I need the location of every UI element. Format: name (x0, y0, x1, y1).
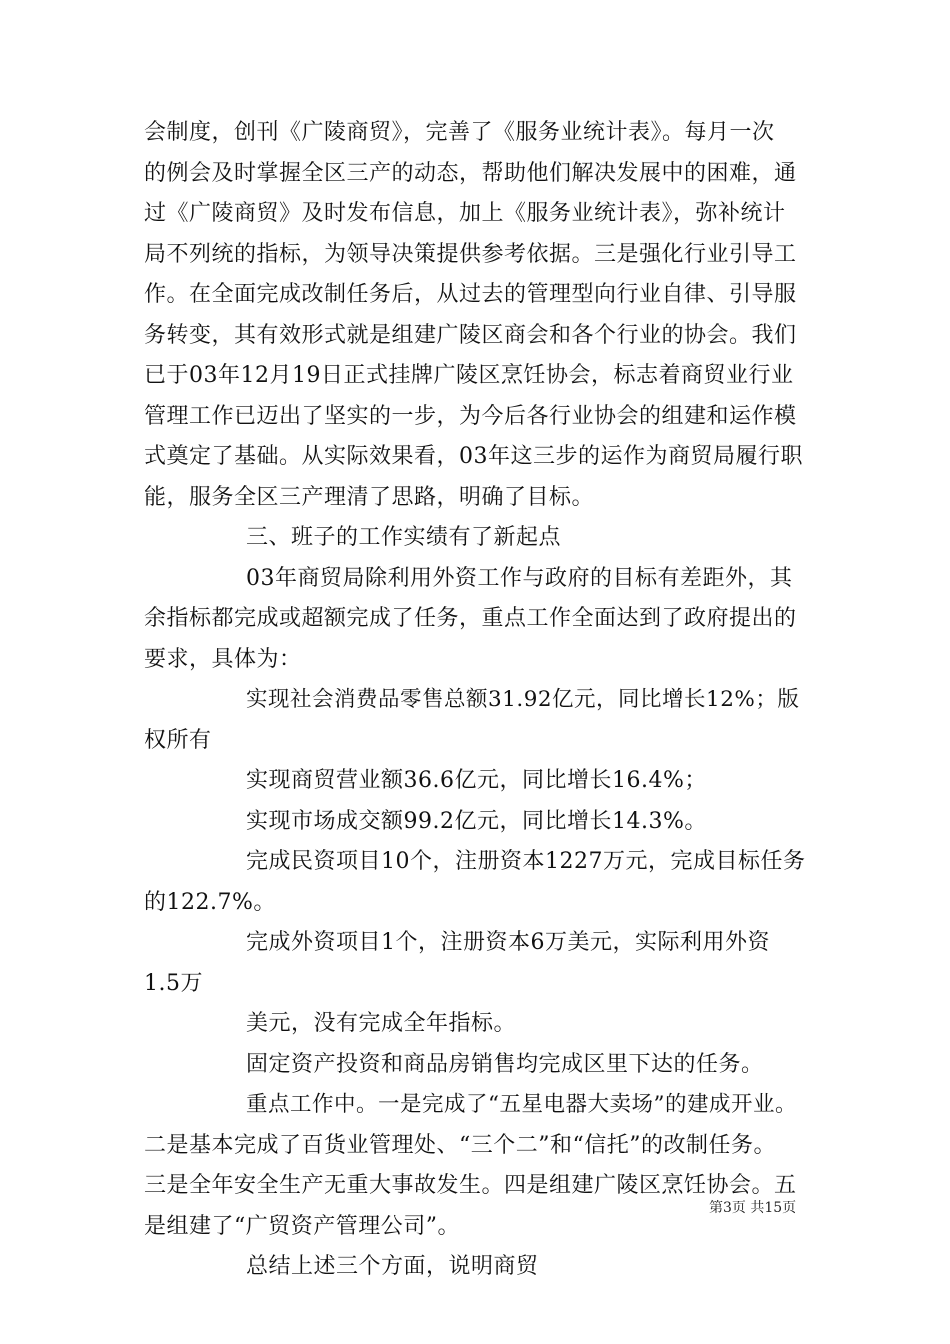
text-line: 会制度，创刊《广陵商贸》，完善了《服务业统计表》。每月一次 (144, 120, 775, 145)
text-line: 局不列统的指标，为领导决策提供参考依据。三是强化行业引导工 (144, 241, 797, 267)
text-line: 实现社会消费品零售总额31.92亿元，同比增长12%；版 (246, 687, 800, 712)
text-line: 的例会及时掌握全区三产的动态，帮助他们解决发展中的困难，通 (144, 160, 797, 186)
section-heading: 三、班子的工作实绩有了新起点 (246, 525, 562, 550)
text-line: 二是基本完成了百货业管理处、“三个二”和“信托”的改制任务。 (144, 1132, 776, 1158)
text-line: 实现市场成交额99.2亿元，同比增长14.3%。 (246, 808, 707, 834)
text-line: 实现商贸营业额36.6亿元，同比增长16.4%； (246, 768, 707, 793)
text-line: 美元，没有完成全年指标。 (246, 1011, 517, 1036)
text-line: 是组建了“广贸资产管理公司”。 (144, 1213, 460, 1239)
text-line: 完成外资项目1个，注册资本6万美元，实际利用外资 (246, 930, 770, 955)
text-line: 过《广陵商贸》及时发布信息，加上《服务业统计表》，弥补统计 (144, 201, 786, 226)
text-line: 权所有 (144, 727, 212, 753)
text-line: 1.5万 (144, 970, 203, 996)
text-line: 完成民资项目10个，注册资本1227万元，完成目标任务 (246, 849, 806, 874)
page-number-footer: 第3页 共15页 (709, 1200, 797, 1216)
text-line: 要求，具体为： (144, 646, 302, 672)
text-line: 作。在全面完成改制任务后，从过去的管理型向行业自律、引导服 (144, 282, 797, 307)
text-line: 管理工作已迈出了坚实的一步，为今后各行业协会的组建和运作模 (144, 403, 797, 429)
text-line: 已于03年12月19日正式挂牌广陵区烹饪协会，标志着商贸业行业 (144, 363, 794, 388)
text-line: 务转变，其有效形式就是组建广陵区商会和各个行业的协会。我们 (144, 322, 797, 348)
text-line: 固定资产投资和商品房销售均完成区里下达的任务。 (246, 1051, 764, 1077)
text-line: 三是全年安全生产无重大事故发生。四是组建广陵区烹饪协会。五 (144, 1173, 797, 1198)
text-line: 总结上述三个方面，说明商贸 (246, 1254, 539, 1279)
text-line: 的122.7%。 (144, 889, 276, 915)
text-line: 能，服务全区三产理清了思路，明确了目标。 (144, 484, 595, 510)
text-line: 03年商贸局除利用外资工作与政府的目标有差距外，其 (246, 565, 793, 591)
text-line: 式奠定了基础。从实际效果看，03年这三步的运作为商贸局履行职 (144, 444, 803, 469)
text-line: 余指标都完成或超额完成了任务，重点工作全面达到了政府提出的 (144, 606, 797, 631)
text-line: 重点工作中。一是完成了“五星电器大卖场”的建成开业。 (246, 1092, 797, 1117)
